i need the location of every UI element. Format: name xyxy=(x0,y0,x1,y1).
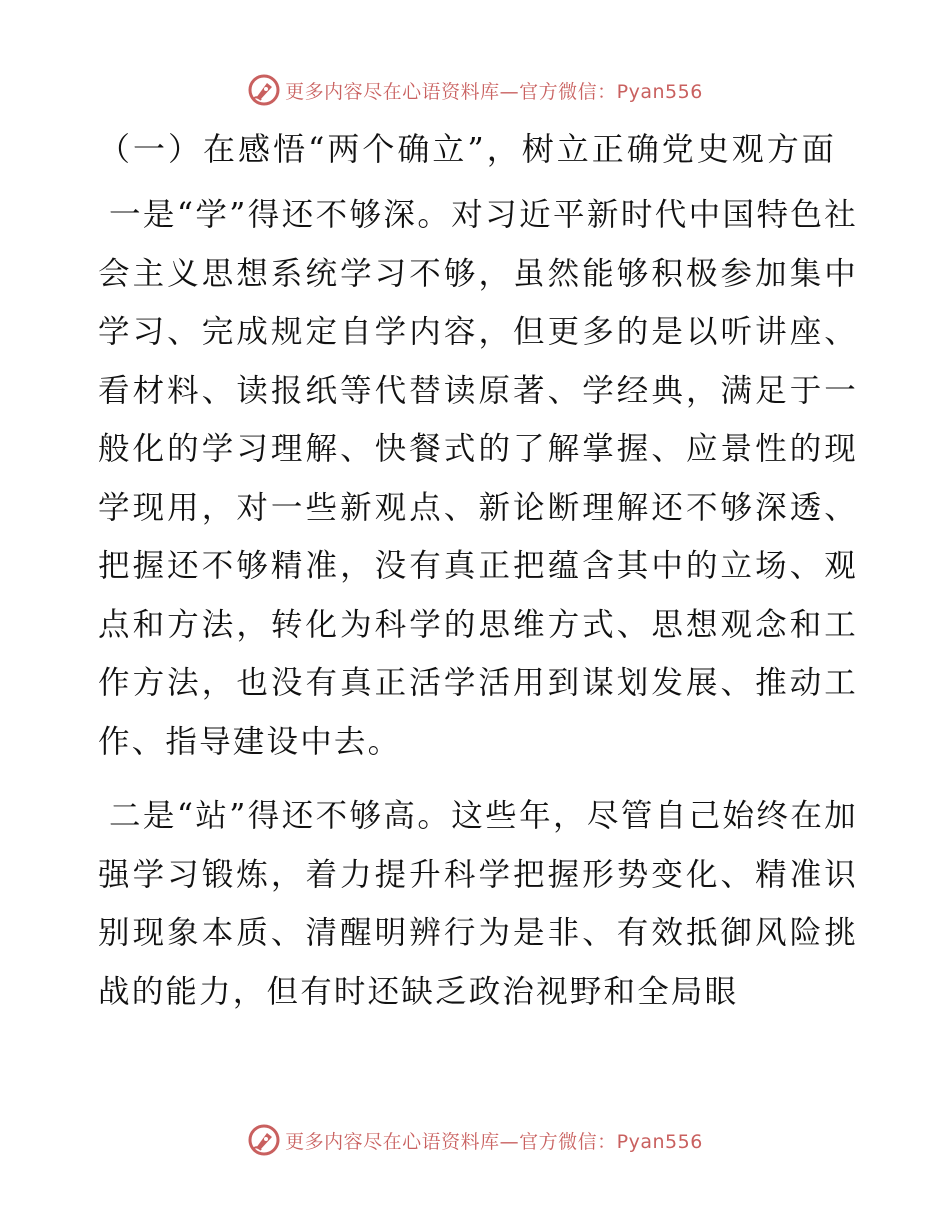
header-watermark xyxy=(0,70,950,110)
pen-nib-logo-icon xyxy=(247,73,281,107)
paragraph-study: 一是“学”得还不够深。对习近平新时代中国特色社会主义思想系统学习不够，虽然能够积极参加集中学习、完成规定自学内容，但更多的是以听讲座、看材料、读报纸等代替读原著、学经典，满足于一般化的学习理解、快餐式的了解掌握、应景性的现学现用，对一些新观点、新论断理解还不够深透、把握还不够精准，没有真正把蕴含其中的立场、观点和方法，转化为科学的思维方式、思想观念和工作方法，也没有真正活学活用到谋划发展、推动工作、指导建设中去。 xyxy=(98,197,858,760)
watermark-text: 更多内容尽在心语资料库—官方微信：Pyan556 xyxy=(285,1130,703,1153)
paragraph-stance: 二是“站”得还不够高。这些年，尽管自己始终在加强学习锻炼，着力提升科学把握形势变化、精准识别现象本质、清醒明辨行为是非、有效抵御风险挑战的能力，但有时还缺乏政治视野和全局眼 xyxy=(98,798,858,1010)
document-body xyxy=(98,122,858,1037)
pen-nib-logo-icon xyxy=(247,1123,281,1157)
footer-watermark xyxy=(0,1120,950,1160)
watermark-text: 更多内容尽在心语资料库—官方微信：Pyan556 xyxy=(285,80,703,103)
section-heading: （一）在感悟“两个确立”，树立正确党史观方面 xyxy=(98,130,837,168)
